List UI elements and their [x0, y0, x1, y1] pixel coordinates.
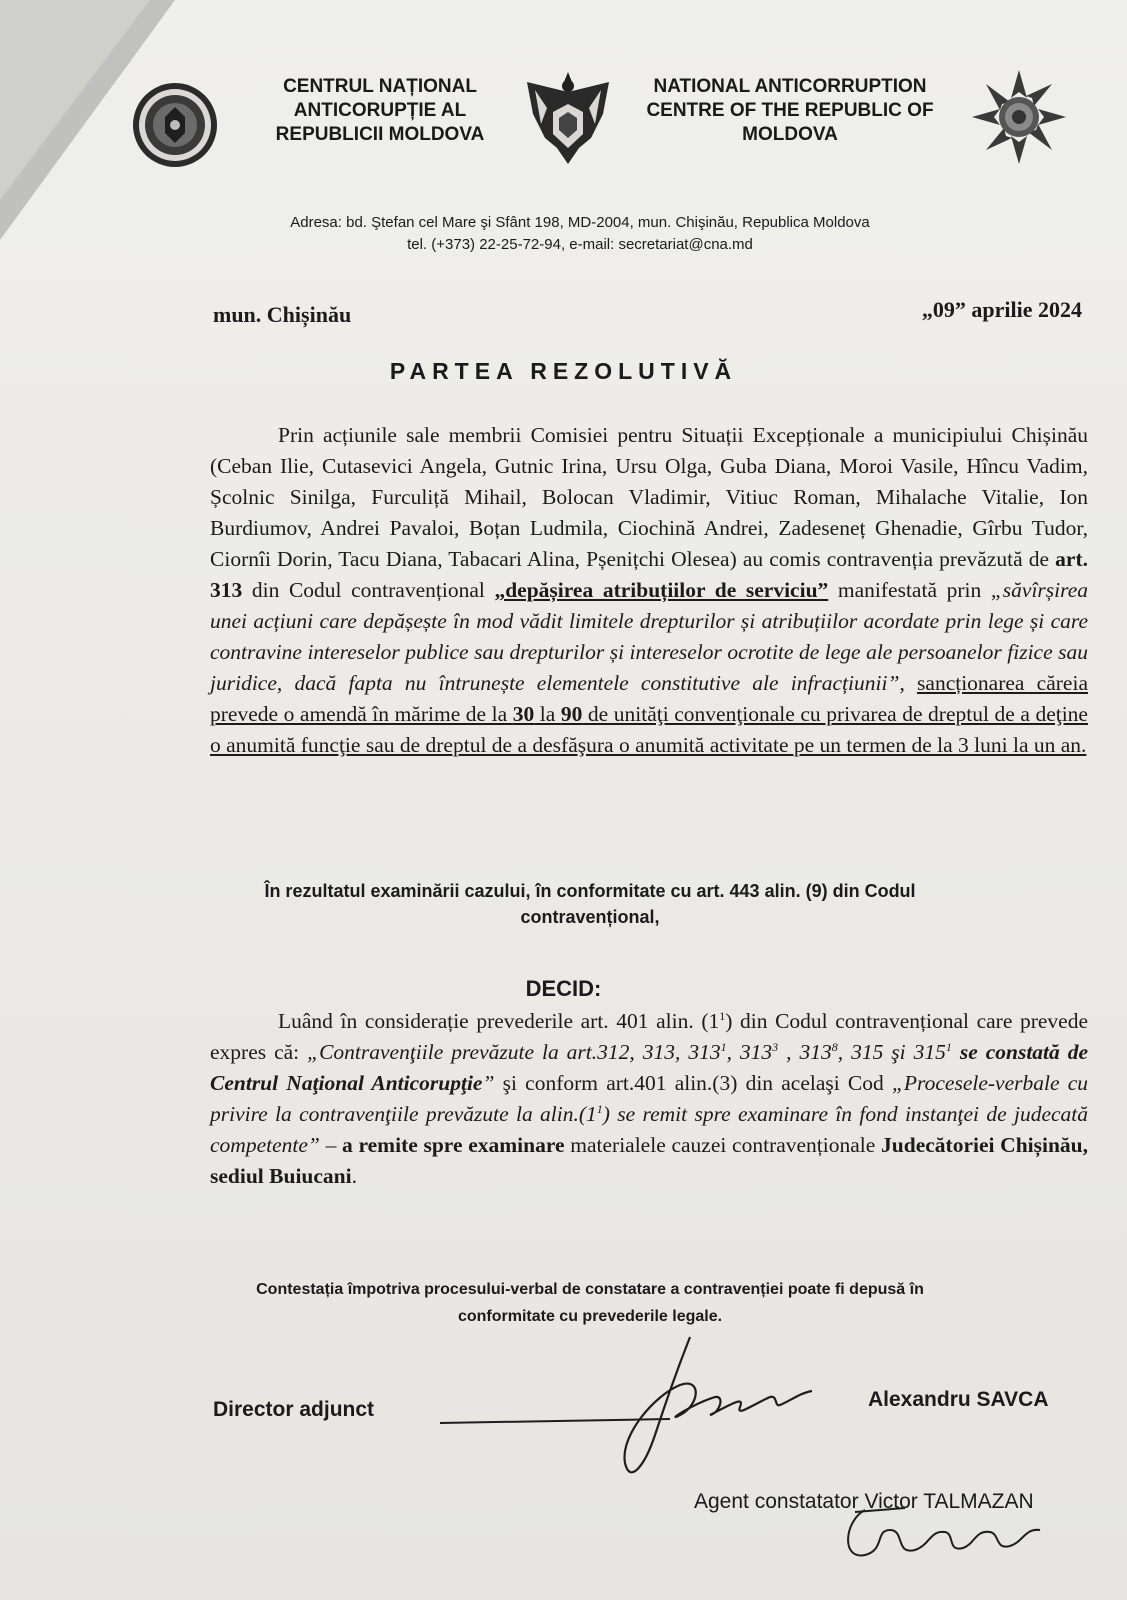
agent-signature: [835, 1500, 1065, 1570]
text-fragment: şi conform art.401 alin.(3) din acelaşi Cod: [494, 1071, 892, 1095]
text-fragment: .: [351, 1164, 357, 1188]
text-fragment: sancționarea căreia prevede o amendă în mărime de la: [210, 671, 1088, 726]
text-fragment: materialele cauzei contravenționale: [564, 1133, 882, 1157]
text-fragment: ) din Codul contravențional care prevede expres că:: [210, 1009, 1089, 1064]
cna-seal-icon: [131, 75, 219, 175]
agent-name: Agent constatator Victor TALMAZAN: [694, 1490, 1034, 1513]
document-date: „09” aprilie 2024: [921, 297, 1082, 322]
text-fragment: [952, 1040, 960, 1064]
text-fragment: din Codul contravențional: [242, 578, 495, 602]
org-ro-line: ANTICORUPȚIE AL: [293, 100, 467, 121]
superscript: 1: [596, 1101, 603, 1116]
text-fragment: , 313: [726, 1040, 773, 1064]
contact-line: tel. (+373) 22-25-72-94, e-mail: secretariat@cna.md: [407, 236, 753, 253]
org-ro-line: REPUBLICII MOLDOVA: [275, 124, 485, 145]
address-block: [200, 212, 960, 256]
decision-heading: DECID:: [525, 976, 602, 1001]
text-fragment: la: [534, 702, 561, 726]
org-en-line: NATIONAL ANTICORRUPTION: [653, 76, 927, 97]
org-en-line: CENTRE OF THE REPUBLIC OF: [646, 100, 934, 121]
offense-name: „depășirea atribuțiilor de serviciu”: [494, 578, 829, 602]
org-name-english: [625, 75, 955, 147]
superscript: 3: [772, 1039, 779, 1054]
director-signature: [440, 1335, 840, 1495]
text-fragment: ,: [899, 671, 918, 695]
appeal-notice-line: Contestația împotriva procesului-verbal de constatare a contravenției poate fi depusă în: [256, 1281, 924, 1298]
org-en-line: MOLDOVA: [742, 124, 838, 145]
text-fragment: „Procesele-verbale cu privire la contravenţiile prevăzute la alin.(1: [210, 1071, 1088, 1126]
moldova-coat-of-arms-icon: [523, 68, 613, 168]
fine-min: 30: [512, 702, 535, 726]
letterhead: [0, 0, 1127, 253]
superscript: 1: [945, 1039, 952, 1054]
appeal-notice: [200, 1276, 980, 1330]
paragraph-intro: Prin acțiunile sale membrii Comisiei pentru Situații Excepționale a municipiului Chișinău (Ceban Ilie, Cutasevici Angela, Gutnic Irina, Ursu Olga, Guba Diana, Moroi Vasile, Hîncu Vadim, Școlnic Sinilga, Furculiță Mihail, Bolocan Vladimir, Vitiuc Roman, Mihalache Vitalie, Ion Burdiumov, Andrei Pavaloi, Boțan Ludmila, Ciochină Andrei, Zadeseneț Ghenadie, Gîrbu Tudor, Ciornîi Dorin, Tacu Diana, Tabacari Alina, Pșenițchi Olesea) au comis contravenția prevăzută de: [210, 423, 1088, 571]
text-fragment: manifestată prin: [828, 578, 991, 602]
offense-definition-quote: „săvîrșirea unei acțiuni care depășește în mod vădit limitele drepturilor și atribuțiilor acordate prin lege și care contravine intereselor publice sau drepturilor și intereselor ocrotite de lege ale persoanelor fizice sau juridice, dacă fapta nu întrunește elementele constitutive ale infracțiunii”: [210, 578, 1089, 695]
decision-paragraph: [210, 1006, 1088, 1192]
text-fragment: de unităţi convenţionale cu privarea de dreptul de a deţine o anumită funcţie sau de dreptul de a desfăşura o anumită activitate pe un termen de la 3 luni la un an.: [210, 702, 1088, 757]
signatory-role: Director adjunct: [213, 1398, 375, 1421]
legal-basis-line: În rezultatul examinării cazului, în conformitate cu art. 443 alin. (9) din Codul: [264, 881, 916, 901]
superscript: 1: [720, 1039, 727, 1054]
text-fragment: ”: [482, 1071, 495, 1095]
appeal-notice-line: conformitate cu prevederile legale.: [457, 1308, 723, 1325]
org-ro-line: CENTRUL NAȚIONAL: [283, 76, 477, 97]
section-title: PARTEA REZOLUTIVĂ: [389, 358, 738, 384]
article-reference: art. 313: [210, 547, 1088, 602]
fine-max: 90: [560, 702, 583, 726]
text-fragment: , 315 şi 315: [837, 1040, 946, 1064]
text-fragment: „Contravenţiile prevăzute la art.312, 313, 313: [307, 1040, 721, 1064]
order-star-icon: [970, 68, 1068, 166]
org-name-romanian: [245, 75, 515, 147]
court-name: Judecătoriei Chișinău, sediul Buiucani: [210, 1133, 1089, 1188]
resolution-paragraph: [210, 420, 1088, 761]
text-fragment: ) se remit spre examinare în fond instanţei de judecată competente”: [210, 1102, 1089, 1157]
legal-basis-line: contravențional,: [520, 907, 660, 927]
decision-action: a remite spre examinare: [342, 1133, 565, 1157]
signatory-name: Alexandru SAVCA: [868, 1388, 1049, 1411]
authority-clause: se constată de Centrul Naţional Anticorupţie: [210, 1040, 1089, 1095]
legal-basis: [200, 878, 980, 930]
text-fragment: –: [319, 1133, 343, 1157]
place-of-issue: mun. Chișinău: [213, 302, 352, 327]
address-line: Adresa: bd. Ştefan cel Mare şi Sfânt 198, MD-2004, mun. Chişinău, Republica Moldova: [290, 214, 870, 231]
text-fragment: , 313: [778, 1040, 832, 1064]
superscript: 8: [831, 1039, 838, 1054]
text-fragment: Luând în considerație prevederile art. 401 alin. (1: [278, 1009, 720, 1033]
superscript: 1: [719, 1008, 726, 1023]
